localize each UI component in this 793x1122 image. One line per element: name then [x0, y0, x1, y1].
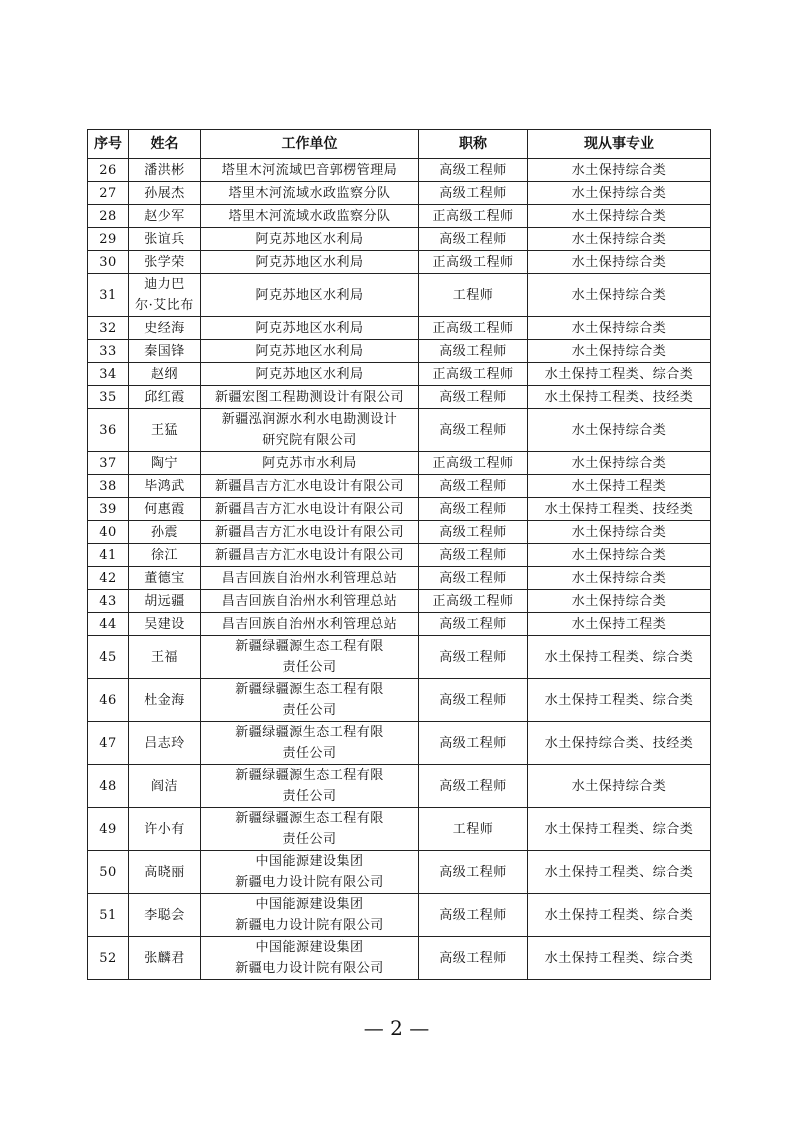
cell-name: 许小有 [129, 808, 201, 851]
cell-unit: 阿克苏地区水利局 [201, 274, 419, 317]
header-name: 姓名 [129, 130, 201, 159]
cell-no: 35 [88, 386, 129, 409]
cell-unit: 阿克苏地区水利局 [201, 317, 419, 340]
header-unit: 工作单位 [201, 130, 419, 159]
cell-name: 赵少军 [129, 205, 201, 228]
cell-unit: 阿克苏地区水利局 [201, 251, 419, 274]
cell-name: 杜金海 [129, 679, 201, 722]
table-row [88, 521, 711, 544]
cell-field: 水土保持工程类、技经类 [528, 386, 711, 409]
cell-title: 高级工程师 [419, 636, 528, 679]
cell-name: 迪力巴 尔·艾比布 [129, 274, 201, 317]
cell-no: 51 [88, 894, 129, 937]
cell-title: 高级工程师 [419, 894, 528, 937]
table-row [88, 613, 711, 636]
cell-title: 高级工程师 [419, 567, 528, 590]
cell-no: 44 [88, 613, 129, 636]
cell-name: 董德宝 [129, 567, 201, 590]
cell-field: 水土保持综合类 [528, 521, 711, 544]
cell-name: 何惠霞 [129, 498, 201, 521]
cell-name: 王猛 [129, 409, 201, 452]
cell-unit: 新疆泓润源水利水电勘测设计 研究院有限公司 [201, 409, 419, 452]
cell-name: 张谊兵 [129, 228, 201, 251]
cell-field: 水土保持综合类 [528, 567, 711, 590]
table-row [88, 894, 711, 937]
table-row [88, 590, 711, 613]
cell-field: 水土保持综合类 [528, 228, 711, 251]
cell-field: 水土保持综合类 [528, 274, 711, 317]
cell-no: 43 [88, 590, 129, 613]
table-row [88, 722, 711, 765]
cell-no: 48 [88, 765, 129, 808]
cell-unit: 塔里木河流域水政监察分队 [201, 182, 419, 205]
cell-unit: 昌吉回族自治州水利管理总站 [201, 567, 419, 590]
cell-no: 30 [88, 251, 129, 274]
table-row [88, 475, 711, 498]
cell-no: 27 [88, 182, 129, 205]
cell-title: 高级工程师 [419, 475, 528, 498]
cell-no: 31 [88, 274, 129, 317]
cell-field: 水土保持综合类、技经类 [528, 722, 711, 765]
cell-no: 32 [88, 317, 129, 340]
cell-no: 47 [88, 722, 129, 765]
table-row [88, 182, 711, 205]
table-row [88, 251, 711, 274]
cell-field: 水土保持综合类 [528, 409, 711, 452]
cell-name: 陶宁 [129, 452, 201, 475]
table-row [88, 679, 711, 722]
cell-unit: 新疆绿疆源生态工程有限 责任公司 [201, 722, 419, 765]
cell-name: 吕志玲 [129, 722, 201, 765]
cell-title: 高级工程师 [419, 544, 528, 567]
cell-title: 高级工程师 [419, 613, 528, 636]
cell-unit: 阿克苏地区水利局 [201, 363, 419, 386]
table-row [88, 452, 711, 475]
table-row [88, 409, 711, 452]
table-row [88, 317, 711, 340]
cell-no: 49 [88, 808, 129, 851]
cell-no: 45 [88, 636, 129, 679]
cell-name: 李聪会 [129, 894, 201, 937]
cell-field: 水土保持综合类 [528, 765, 711, 808]
cell-unit: 塔里木河流域巴音郭楞管理局 [201, 159, 419, 182]
cell-no: 28 [88, 205, 129, 228]
cell-field: 水土保持工程类、综合类 [528, 937, 711, 980]
cell-title: 高级工程师 [419, 182, 528, 205]
cell-no: 33 [88, 340, 129, 363]
cell-title: 工程师 [419, 808, 528, 851]
cell-title: 高级工程师 [419, 851, 528, 894]
table-row [88, 159, 711, 182]
cell-title: 正高级工程师 [419, 452, 528, 475]
cell-name: 吴建设 [129, 613, 201, 636]
table-row [88, 498, 711, 521]
cell-name: 高晓丽 [129, 851, 201, 894]
cell-no: 34 [88, 363, 129, 386]
header-field: 现从事专业 [528, 130, 711, 159]
cell-name: 孙震 [129, 521, 201, 544]
table-row [88, 274, 711, 317]
cell-title: 高级工程师 [419, 228, 528, 251]
cell-field: 水土保持工程类、综合类 [528, 636, 711, 679]
cell-field: 水土保持综合类 [528, 205, 711, 228]
cell-title: 高级工程师 [419, 409, 528, 452]
cell-unit: 新疆绿疆源生态工程有限 责任公司 [201, 636, 419, 679]
cell-name: 秦国锋 [129, 340, 201, 363]
cell-title: 高级工程师 [419, 386, 528, 409]
table-row [88, 808, 711, 851]
cell-name: 毕鸿武 [129, 475, 201, 498]
cell-unit: 阿克苏市水利局 [201, 452, 419, 475]
cell-unit: 新疆昌吉方汇水电设计有限公司 [201, 544, 419, 567]
cell-no: 50 [88, 851, 129, 894]
table-row [88, 228, 711, 251]
cell-field: 水土保持综合类 [528, 340, 711, 363]
cell-field: 水土保持工程类 [528, 475, 711, 498]
cell-name: 张麟君 [129, 937, 201, 980]
table-row [88, 937, 711, 980]
cell-unit: 新疆昌吉方汇水电设计有限公司 [201, 498, 419, 521]
cell-unit: 中国能源建设集团 新疆电力设计院有限公司 [201, 894, 419, 937]
cell-name: 张学荣 [129, 251, 201, 274]
table-row [88, 386, 711, 409]
cell-name: 赵纲 [129, 363, 201, 386]
cell-title: 正高级工程师 [419, 251, 528, 274]
header-title: 职称 [419, 130, 528, 159]
cell-field: 水土保持工程类、综合类 [528, 808, 711, 851]
cell-title: 正高级工程师 [419, 317, 528, 340]
cell-no: 36 [88, 409, 129, 452]
table-row [88, 340, 711, 363]
cell-field: 水土保持综合类 [528, 317, 711, 340]
cell-title: 高级工程师 [419, 521, 528, 544]
cell-title: 工程师 [419, 274, 528, 317]
cell-no: 26 [88, 159, 129, 182]
cell-no: 38 [88, 475, 129, 498]
cell-unit: 昌吉回族自治州水利管理总站 [201, 590, 419, 613]
cell-no: 39 [88, 498, 129, 521]
cell-field: 水土保持工程类、综合类 [528, 679, 711, 722]
cell-title: 高级工程师 [419, 765, 528, 808]
cell-field: 水土保持综合类 [528, 182, 711, 205]
cell-field: 水土保持综合类 [528, 452, 711, 475]
cell-name: 潘洪彬 [129, 159, 201, 182]
cell-no: 29 [88, 228, 129, 251]
cell-unit: 新疆昌吉方汇水电设计有限公司 [201, 475, 419, 498]
cell-unit: 新疆昌吉方汇水电设计有限公司 [201, 521, 419, 544]
cell-title: 正高级工程师 [419, 205, 528, 228]
page-number: — 2 — [363, 1016, 430, 1040]
cell-field: 水土保持工程类、综合类 [528, 363, 711, 386]
cell-title: 高级工程师 [419, 722, 528, 765]
cell-field: 水土保持工程类 [528, 613, 711, 636]
cell-unit: 阿克苏地区水利局 [201, 228, 419, 251]
cell-name: 胡远疆 [129, 590, 201, 613]
cell-title: 正高级工程师 [419, 590, 528, 613]
roster-table [87, 129, 711, 980]
cell-unit: 新疆宏图工程勘测设计有限公司 [201, 386, 419, 409]
table-row [88, 636, 711, 679]
cell-field: 水土保持工程类、技经类 [528, 498, 711, 521]
cell-field: 水土保持工程类、综合类 [528, 851, 711, 894]
cell-unit: 阿克苏地区水利局 [201, 340, 419, 363]
cell-name: 邱红霞 [129, 386, 201, 409]
table-row [88, 567, 711, 590]
cell-no: 42 [88, 567, 129, 590]
cell-no: 37 [88, 452, 129, 475]
cell-unit: 昌吉回族自治州水利管理总站 [201, 613, 419, 636]
cell-title: 高级工程师 [419, 498, 528, 521]
table-header-row [88, 130, 711, 159]
cell-no: 40 [88, 521, 129, 544]
cell-title: 高级工程师 [419, 937, 528, 980]
table-body [88, 159, 711, 980]
cell-field: 水土保持综合类 [528, 159, 711, 182]
cell-field: 水土保持综合类 [528, 544, 711, 567]
table-row [88, 765, 711, 808]
cell-title: 高级工程师 [419, 679, 528, 722]
cell-title: 高级工程师 [419, 159, 528, 182]
table-row [88, 851, 711, 894]
cell-name: 徐江 [129, 544, 201, 567]
cell-unit: 新疆绿疆源生态工程有限 责任公司 [201, 765, 419, 808]
cell-name: 阎洁 [129, 765, 201, 808]
table-row [88, 363, 711, 386]
cell-no: 41 [88, 544, 129, 567]
cell-title: 正高级工程师 [419, 363, 528, 386]
cell-unit: 新疆绿疆源生态工程有限 责任公司 [201, 808, 419, 851]
cell-unit: 中国能源建设集团 新疆电力设计院有限公司 [201, 937, 419, 980]
cell-field: 水土保持工程类、综合类 [528, 894, 711, 937]
cell-title: 高级工程师 [419, 340, 528, 363]
cell-field: 水土保持综合类 [528, 590, 711, 613]
cell-unit: 新疆绿疆源生态工程有限 责任公司 [201, 679, 419, 722]
cell-name: 孙展杰 [129, 182, 201, 205]
table-row [88, 544, 711, 567]
cell-name: 王福 [129, 636, 201, 679]
header-no: 序号 [88, 130, 129, 159]
cell-unit: 塔里木河流域水政监察分队 [201, 205, 419, 228]
cell-field: 水土保持综合类 [528, 251, 711, 274]
cell-no: 46 [88, 679, 129, 722]
cell-no: 52 [88, 937, 129, 980]
table-row [88, 205, 711, 228]
cell-unit: 中国能源建设集团 新疆电力设计院有限公司 [201, 851, 419, 894]
cell-name: 史经海 [129, 317, 201, 340]
